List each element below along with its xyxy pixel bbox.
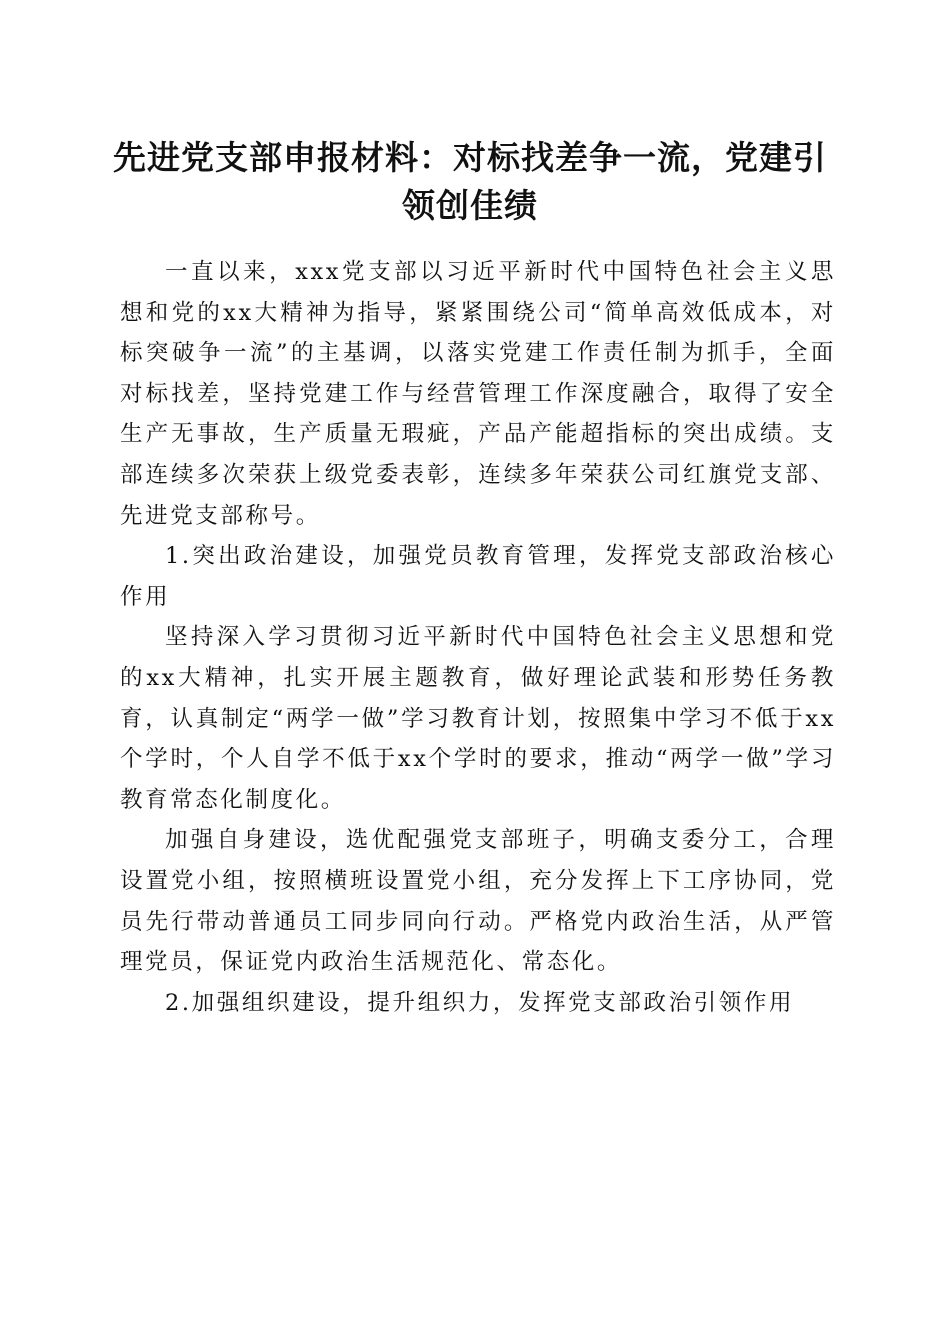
document-body xyxy=(120,252,836,1023)
document-title: 先进党支部申报材料：对标找差争一流，党建引领创佳绩 xyxy=(113,138,827,225)
section-heading-2: 2.加强组织建设，提升组织力，发挥党支部政治引领作用 xyxy=(165,989,795,1016)
body-paragraph: 坚持深入学习贯彻习近平新时代中国特色社会主义思想和党的xx大精神，扎实开展主题教育，做好理论武装和形势任务教育，认真制定“两学一做”学习教育计划，按照集中学习不低于xx个学时，个人自学不低于xx个学时的要求，推动“两学一做”学习教育常态化制度化。 xyxy=(120,624,836,813)
intro-paragraph: 一直以来，xxx党支部以习近平新时代中国特色社会主义思想和党的xx大精神为指导，紧紧围绕公司“简单高效低成本，对标突破争一流”的主基调，以落实党建工作责任制为抓手，全面对标找差，坚持党建工作与经营管理工作深度融合，取得了安全生产无事故，生产质量无瑕疵，产品产能超指标的突出成绩。支部连续多次荣获上级党委表彰，连续多年荣获公司红旗党支部、先进党支部称号。 xyxy=(120,259,836,529)
section-heading-1: 1.突出政治建设，加强党员教育管理，发挥党支部政治核心作用 xyxy=(120,543,836,610)
body-paragraph: 加强自身建设，选优配强党支部班子，明确支委分工，合理设置党小组，按照横班设置党小组，充分发挥上下工序协同，党员先行带动普通员工同步同向行动。严格党内政治生活，从严管理党员，保证党内政治生活规范化、常态化。 xyxy=(120,827,836,976)
